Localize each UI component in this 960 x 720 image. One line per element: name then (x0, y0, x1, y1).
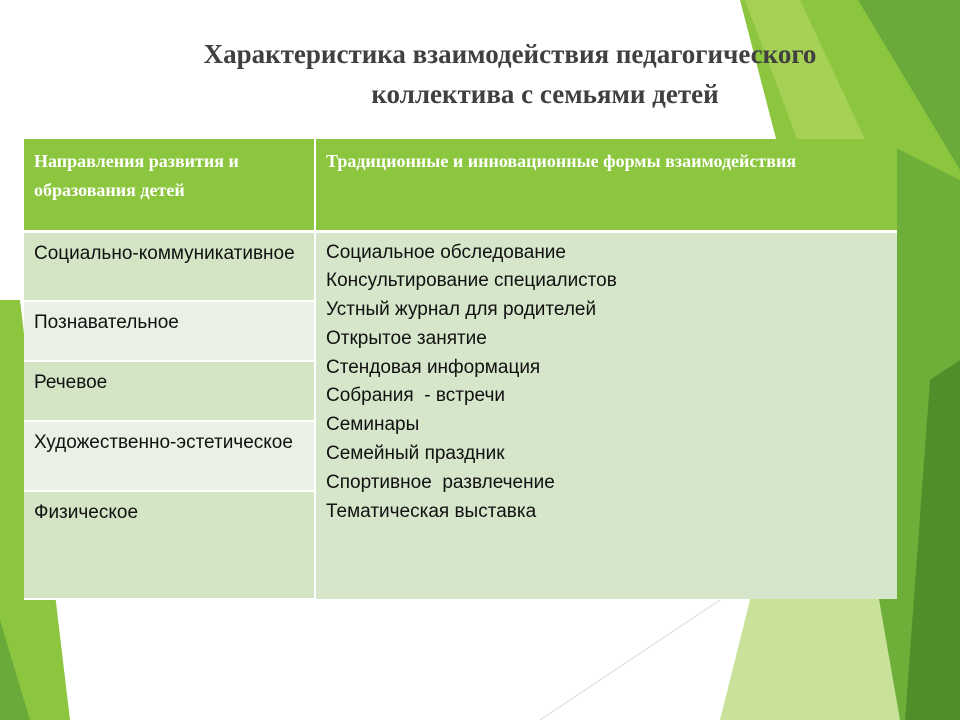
form-item: Собрания - встречи (326, 385, 505, 407)
form-item: Спортивное развлечение (326, 471, 555, 493)
form-item: Стендовая информация (326, 356, 541, 378)
form-item: Социальное обследование (326, 241, 566, 263)
direction-cell: Физическое (24, 491, 315, 599)
slide-title-line1: Характеристика взаимодействия педагогического (203, 39, 817, 69)
forms-cell (315, 231, 897, 599)
play-triangle-icon (894, 89, 902, 99)
slide-title (110, 34, 910, 114)
form-item: Устный журнал для родителей (326, 299, 597, 321)
header-directions: Направления развития и образования детей (24, 139, 315, 231)
form-item: Консультирование специалистов (326, 270, 617, 292)
table-header-row (24, 139, 897, 231)
form-item: Семинары (326, 414, 420, 436)
direction-cell: Социально-коммуникативное (24, 231, 315, 301)
form-item: Тематическая выставка (326, 500, 537, 522)
table-row (24, 231, 897, 301)
direction-cell: Речевое (24, 361, 315, 421)
slide-title-line2: коллектива с семьями детей (371, 79, 719, 109)
form-item: Открытое занятие (326, 327, 487, 349)
direction-cell: Познавательное (24, 301, 315, 361)
header-forms: Традиционные и инновационные формы взаимодействия (315, 139, 897, 231)
form-item: Семейный праздник (326, 443, 505, 465)
direction-cell: Художественно-эстетическое (24, 421, 315, 491)
interaction-table (24, 139, 897, 600)
